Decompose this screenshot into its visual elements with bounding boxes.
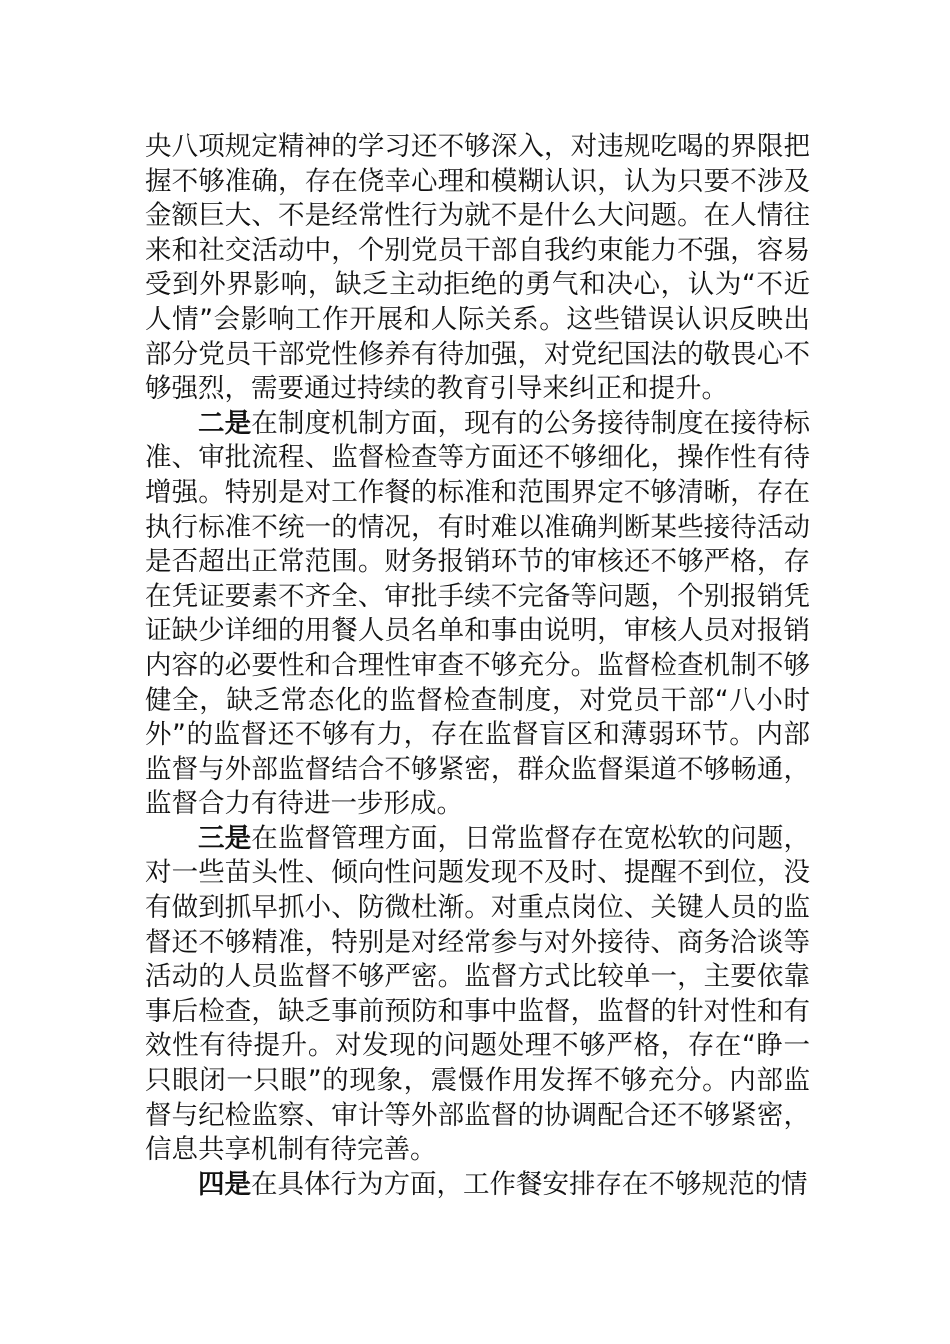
paragraph-lead: 四是 [198,1168,251,1200]
paragraph-point-three [145,822,810,1168]
document-body [145,130,810,1202]
paragraph-lead: 二是 [198,407,252,439]
paragraph-point-four [145,1168,810,1203]
paragraph-text: 在监督管理方面，日常监督存在宽松软的问题，对一些苗头性、倾向性问题发现不及时、提醒不到位，没有做到抓早抓小、防微杜渐。对重点岗位、关键人员的监督还不够精准，特别是对经常参与对外接待、商务洽谈等活动的人员监督不够严密。监督方式比较单一，主要依靠事后检查，缺乏事前预防和事中监督，监督的针对性和有效性有待提升。对发现的问题处理不够严格，存在“睁一只眼闭一只眼”的现象，震慑作用发挥不够充分。内部监督与纪检监察、审计等外部监督的协调配合还不够紧密，信息共享机制有待完善。 [145,822,811,1166]
paragraph-lead: 三是 [198,822,252,854]
paragraph-text: 央八项规定精神的学习还不够深入，对违规吃喝的界限把握不够准确，存在侥幸心理和模糊认识，认为只要不涉及金额巨大、不是经常性行为就不是什么大问题。在人情往来和社交活动中，个别党员干部自我约束能力不强，容易受到外界影响，缺乏主动拒绝的勇气和决心，认为“不近人情”会影响工作开展和人际关系。这些错误认识反映出部分党员干部党性修养有待加强，对党纪国法的敬畏心不够强烈，需要通过持续的教育引导来纠正和提升。 [145,131,810,405]
paragraph-point-two [145,407,810,822]
paragraph-text: 在制度机制方面，现有的公务接待制度在接待标准、审批流程、监督检查等方面还不够细化，操作性有待增强。特别是对工作餐的标准和范围界定不够清晰，存在执行标准不统一的情况，有时难以准确判断某些接待活动是否超出正常范围。财务报销环节的审核还不够严格，存在凭证要素不齐全、审批手续不完备等问题，个别报销凭证缺少详细的用餐人员名单和事由说明，审核人员对报销内容的必要性和合理性审查不够充分。监督检查机制不够健全，缺乏常态化的监督检查制度，对党员干部“八小时外”的监督还不够有力，存在监督盲区和薄弱环节。内部监督与外部监督结合不够紧密，群众监督渠道不够畅通，监督合力有待进一步形成。 [145,407,811,820]
paragraph-continuation [145,130,810,407]
paragraph-text: 在具体行为方面，工作餐安排存在不够规范的情 [251,1168,808,1200]
